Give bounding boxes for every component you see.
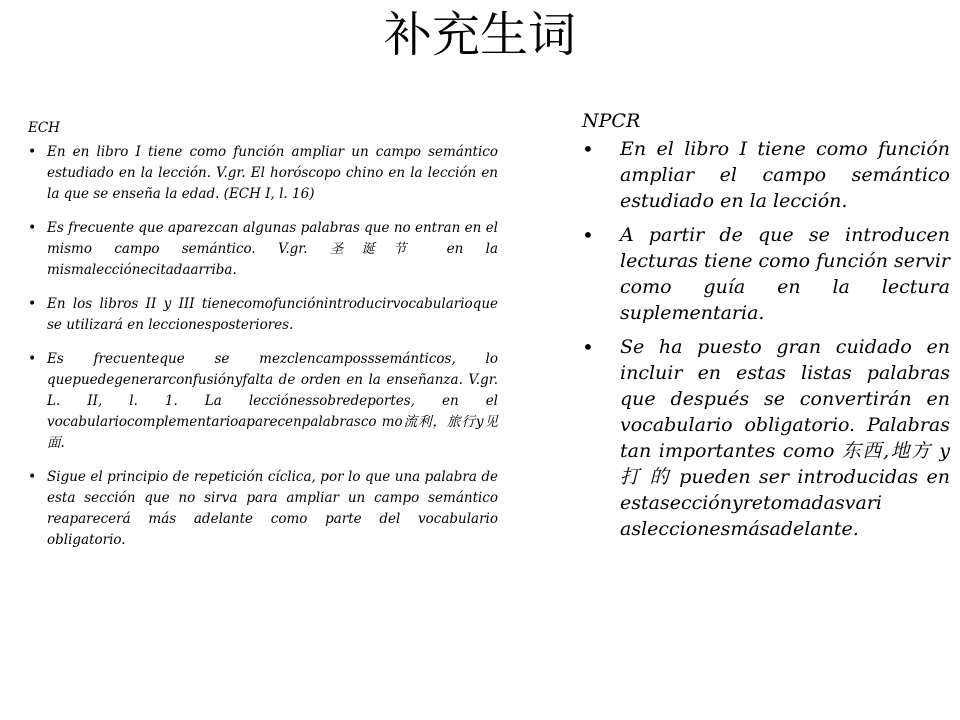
npcr-bullet-text: En el libro I tiene como función ampliar el campo semántico estudiado en la lección. [620,138,950,212]
npcr-bullet-text: A partir de que se introducen lecturas tiene como función servir como guía en la lectura suplementaria. [620,224,950,324]
ech-bullet-text: Es frecuente que aparezcan algunas palabras que no entran en el mismo campo semántico. V.gr. 圣诞节 en la mismalecciónecitadaarriba. [47,220,498,278]
npcr-bullet-list [582,136,950,542]
bullet-icon: • [28,296,37,312]
ech-bullet-text: Es frecuenteque se mezclencamposssemánticos, lo quepuedegenerarconfusiónyfalta de orden en la enseñanza. V.gr. L. II, l. 1. La lecciónessobredeportes, en el vocabulariocomplementarioaparecenpalabrasco mo流利，旅行y见面. [47,351,498,451]
ech-column [28,118,498,564]
npcr-bullet-item [582,136,950,214]
npcr-column [582,108,950,550]
ech-bullet-item [28,218,498,281]
bullet-icon: • [582,223,594,247]
ech-bullet-text: En los libros II y III tienecomofunciónintroducirvocabularioque se utilizará en leccionesposteriores. [47,296,498,333]
npcr-bullet-text: Se ha puesto gran cuidado en incluir en estas listas palabras que después se convertirán en vocabulario obligatorio. Palabras tan importantes como 东西,地方 y 打 的 pueden ser introducidas en estasecciónyretomadasvari asleccionesmásadelante. [620,336,950,540]
bullet-icon: • [28,469,37,485]
slide-title: 补充生词 [383,7,576,63]
npcr-heading: NPCR [582,110,641,132]
ech-bullet-text: En en libro I tiene como función ampliar un campo semántico estudiado en la lección. V.gr. El horóscopo chino en la lección en la que se enseña la edad. (ECH I, l. 16) [47,144,498,202]
ech-bullet-item [28,467,498,551]
bullet-icon: • [28,351,37,367]
npcr-bullet-item [582,222,950,326]
bullet-icon: • [582,137,594,161]
ech-bullet-text: Sigue el principio de repetición cíclica, por lo que una palabra de esta sección que no sirva para ampliar un campo semántico reaparecerá más adelante como parte del vocabulario obligatorio. [47,469,498,548]
npcr-bullet-item [582,334,950,542]
ech-bullet-item [28,142,498,205]
ech-heading: ECH [28,120,60,136]
ech-bullet-item [28,294,498,336]
bullet-icon: • [28,220,37,236]
ech-bullet-list [28,142,498,551]
ech-bullet-item [28,349,498,454]
bullet-icon: • [582,335,594,359]
bullet-icon: • [28,144,37,160]
